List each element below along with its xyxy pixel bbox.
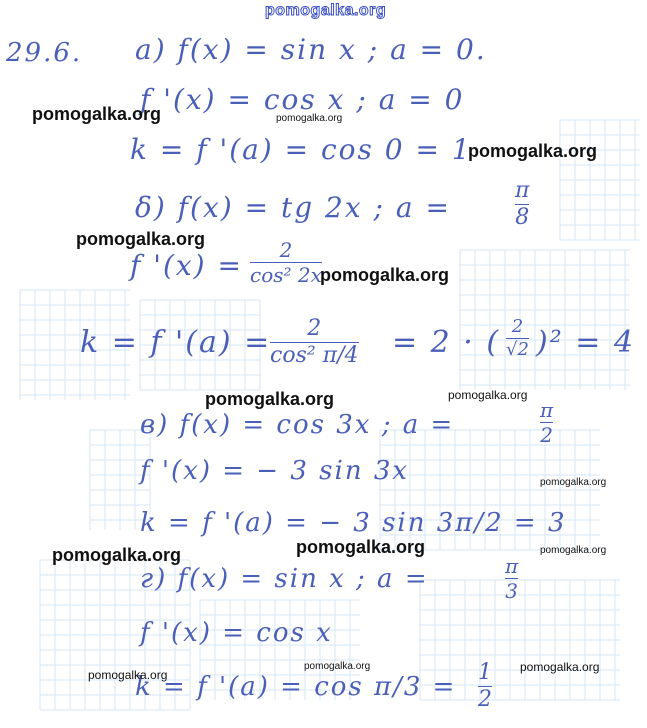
- part-b-derivative-lhs: f '(x) =: [130, 249, 243, 282]
- watermark: pomogalka.org: [32, 104, 162, 124]
- part-g-result-fraction: [478, 662, 492, 711]
- fraction-denominator: 3: [505, 579, 518, 603]
- fraction-numerator: π: [505, 554, 519, 578]
- part-v-slope: k = f '(a) = − 3 sin 3π/2 = 3: [140, 508, 567, 538]
- part-a-slope: k = f '(a) = cos 0 = 1: [130, 133, 472, 166]
- problem-number: 29.6.: [6, 38, 83, 68]
- watermark: pomogalka.org: [276, 113, 343, 124]
- part-v-derivative: f '(x) = − 3 sin 3x: [140, 456, 410, 486]
- fraction-denominator: cos² 2x: [250, 263, 322, 287]
- part-b-slope-end: )² = 4: [536, 325, 636, 360]
- watermark: pomogalka.org: [320, 265, 450, 285]
- part-b-slope-lhs: k = f '(a) =: [80, 325, 272, 360]
- watermark: pomogalka.org: [468, 141, 598, 161]
- fraction-numerator: 1: [478, 660, 492, 685]
- part-b-slope-fraction: [270, 318, 359, 367]
- part-b-function: δ) f(x) = tg 2x ; a =: [135, 191, 451, 224]
- watermark: pomogalka.org: [76, 229, 206, 249]
- fraction-denominator: 2: [478, 687, 492, 712]
- part-a-function: a) f(x) = sin x ; a = 0.: [135, 33, 487, 66]
- watermark: pomogalka.org: [540, 545, 607, 556]
- part-g-point-fraction: [505, 556, 518, 601]
- watermark: pomogalka.org: [52, 545, 182, 565]
- watermark: pomogalka.org: [448, 388, 528, 402]
- part-b-slope-middle: = 2 · (: [392, 325, 501, 360]
- part-g-derivative: f '(x) = cos x: [140, 618, 333, 648]
- part-v-function: в) f(x) = cos 3x ; a =: [140, 410, 455, 440]
- fraction-denominator: 2: [540, 423, 553, 447]
- part-g-slope: k = f '(a) = cos π/3 =: [135, 672, 457, 702]
- header-watermark: pomogalka.org: [265, 2, 387, 19]
- watermark: pomogalka.org: [205, 389, 335, 409]
- fraction-denominator: cos² π/4: [270, 343, 359, 368]
- watermark: pomogalka.org: [540, 477, 607, 488]
- watermark: pomogalka.org: [88, 668, 168, 682]
- fraction-numerator: 2: [511, 316, 524, 337]
- fraction-numerator: 2: [279, 238, 293, 262]
- part-b-inner-fraction: [506, 318, 529, 359]
- part-b-derivative-fraction: [250, 240, 322, 285]
- fraction-denominator: √2: [506, 339, 529, 360]
- fraction-denominator: 8: [515, 205, 530, 230]
- watermark: pomogalka.org: [304, 661, 371, 672]
- part-v-point-fraction: [540, 400, 553, 445]
- watermark: pomogalka.org: [520, 660, 600, 674]
- fraction-numerator: π: [515, 178, 530, 203]
- part-b-point-fraction: [515, 180, 529, 229]
- part-g-function: г) f(x) = sin x ; a =: [140, 564, 429, 594]
- part-a-derivative: f '(x) = cos x ; a = 0: [140, 83, 465, 116]
- fraction-numerator: π: [540, 398, 554, 422]
- fraction-numerator: 2: [307, 316, 322, 341]
- watermark: pomogalka.org: [296, 537, 426, 557]
